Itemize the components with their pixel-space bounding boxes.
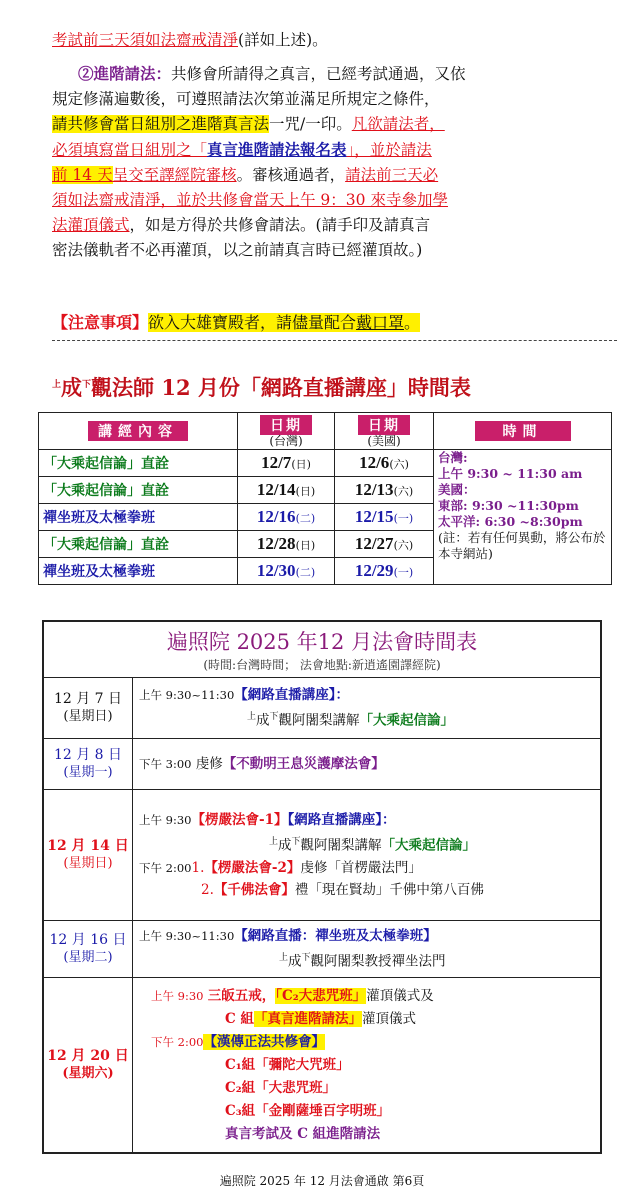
text-line: 必須填寫當日組別之「真言進階請法報名表」，並於請法: [52, 140, 432, 159]
text-line: 法灌頂儀式，如是方得於共修會請法。(請手印及請真言: [52, 216, 431, 234]
text-line: 規定修滿遍數後，可遵照請法次第並滿足所規定之條件，: [52, 90, 440, 108]
broadcast-schedule-table: [38, 412, 612, 585]
section-label: ②進階請法：: [78, 64, 172, 83]
header-time: 時間: [434, 413, 612, 450]
fasting-line: 考試前三天須如法齋戒清淨(詳如上述)。: [52, 31, 328, 49]
table-row: 12 月 8 日 (星期一) 下午 3:00 虔修【不動明王息災護摩法會】: [43, 739, 601, 790]
table-row: 12 月 20 日 (星期六) 上午 9:30 三皈五戒，「C₂大悲咒班」灌頂儀式及 C 組「真言進階請法」灌頂儀式 下午 2:00【漢傳正法共修會】 C₁組「彌陀大咒班」 C₂組「大悲咒班」 C₃組「金剛薩埵百字明班」 真言考試及 C 組進階請法: [43, 978, 601, 1154]
table-row: 「大乘起信論」直詮 12/14(日) 12/13(六): [39, 477, 612, 504]
header-date-tw: 日期 (台灣): [238, 413, 335, 450]
table-row: 「大乘起信論」直詮 12/7(日) 12/6(六) 台灣: 上午 9:30 ~ 11:30 am 美國： 東部: 9:30 ~11:30pm 太平洋: 6:30 ~8:30pm (註：若有任何異動，將公布於本寺網站): [39, 450, 612, 477]
table-row: 12 月 16 日 (星期二) 上午 9:30~11:30【網路直播：禪坐班及太極拳班】 $^上$成$^下$觀阿闍梨教授禪坐法門: [43, 921, 601, 978]
table-row: 「大乘起信論」直詮 12/28(日) 12/27(六): [39, 531, 612, 558]
dashed-divider: [52, 340, 617, 341]
table-row: 12 月 7 日 (星期日) 上午 9:30~11:30【網路直播講座】： $^上$成$^下$觀阿闍梨講解「大乘起信論」: [43, 678, 601, 739]
table-header-row: [39, 413, 612, 450]
ceremony-table-header: [43, 621, 601, 678]
table-row: 禪坐班及太極拳班 12/16(二) 12/15(一): [39, 504, 612, 531]
text-line: 密法儀軌者不必再灌頂，以之前請真言時已經灌頂故。): [52, 241, 423, 259]
ceremony-table-subtitle: (時間:台灣時間； 法會地點:新逍遙園譯經院): [203, 658, 441, 672]
text-line: 請共修會當日組別之進階真言法一咒/一印。凡欲請法者，: [52, 115, 445, 133]
header-content: 講經內容: [39, 413, 238, 450]
ceremony-table-title: 遍照院 2025 年12 月法會時間表: [166, 630, 478, 654]
top-section: [52, 28, 612, 263]
header-date-us: 日期 (美國): [335, 413, 434, 450]
notice: 【注意事項】欲入大雄寶殿者，請儘量配合戴口罩。: [52, 313, 421, 332]
table-row: 12 月 14 日 (星期日) 上午 9:30【楞嚴法會-1】【網路直播講座】： $^上$成$^下$觀阿闍梨講解「大乘起信論」 下午 2:001.【楞嚴法會-2】虔修「首楞嚴法門」 2.【千佛法會】禮「現在賢劫」千佛中第八百佛: [43, 790, 601, 921]
time-cell: 台灣: 上午 9:30 ~ 11:30 am 美國： 東部: 9:30 ~11:30pm 太平洋: 6:30 ~8:30pm (註：若有任何異動，將公布於本寺網站): [434, 450, 612, 585]
page-footer: 遍照院 2025 年 12 月法會通啟 第6頁: [219, 1174, 425, 1188]
text-line: 須如法齋戒清淨，並於共修會當天上午 9：30 來寺參加學: [52, 191, 448, 209]
text-line: 前 14 天呈交至譯經院審核。審核通過者，請法前三天必: [52, 166, 439, 184]
table-row: 禪坐班及太極拳班 12/30(二) 12/29(一): [39, 558, 612, 585]
ceremony-schedule-table: [42, 620, 602, 1154]
broadcast-table-title: $^上$成$^下$觀法師 12 月份「網路直播講座」時間表: [52, 375, 471, 400]
advanced-request-paragraph: ②進階請法：共修會所請得之真言，已經考試通過，又依: [78, 64, 466, 83]
